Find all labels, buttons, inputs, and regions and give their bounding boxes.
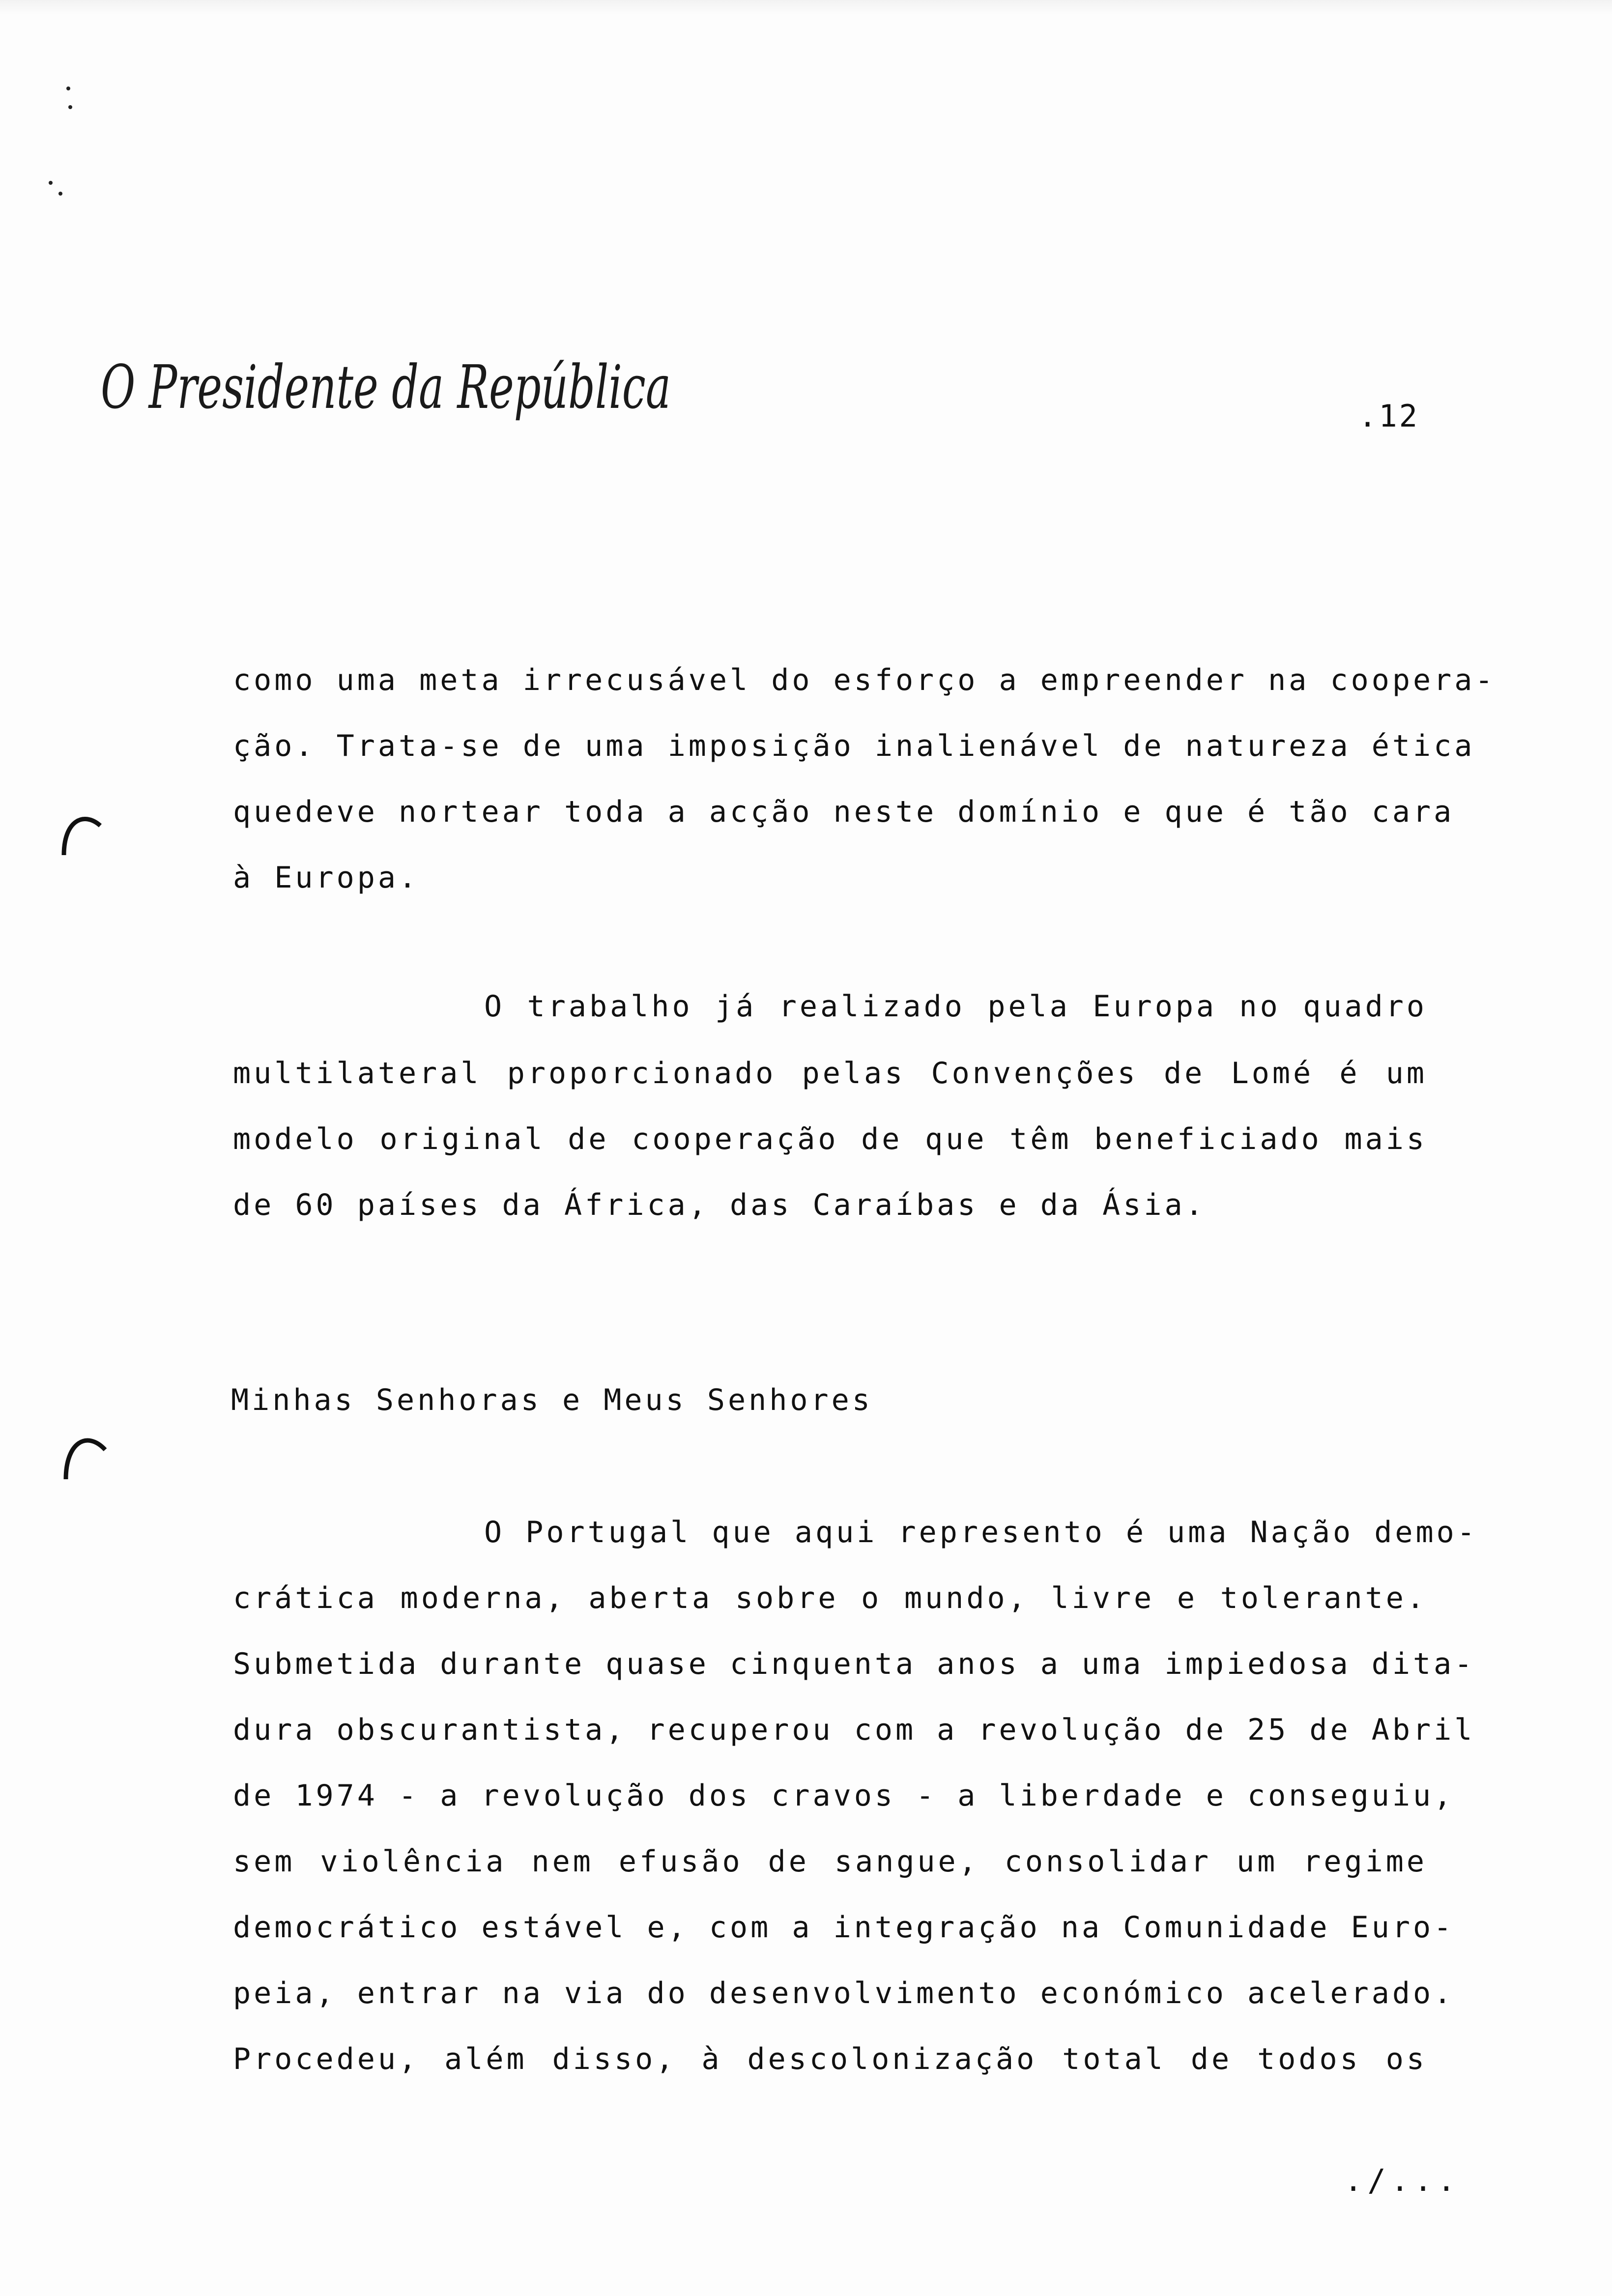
text-line: O Portugal que aqui represento é uma Nação demo- bbox=[484, 1515, 1478, 1550]
text-line: Procedeu, além disso, à descolonização total de todos os bbox=[233, 2042, 1427, 2076]
salutation: Minhas Senhoras e Meus Senhores bbox=[231, 1383, 873, 1417]
scan-edge-shadow bbox=[0, 0, 1612, 15]
page-number: .12 bbox=[1358, 398, 1419, 434]
text-line: O trabalho já realizado pela Europa no quadro bbox=[484, 989, 1427, 1024]
text-line: à Europa. bbox=[233, 861, 420, 895]
letterhead-logo bbox=[101, 344, 676, 442]
text-line: multilateral proporcionado pelas Convenções de Lomé é um bbox=[233, 1056, 1427, 1091]
text-line: como uma meta irrecusável do esforço a empreender na coopera- bbox=[233, 663, 1496, 697]
text-line: ção. Trata-se de uma imposição inalienável de natureza ética bbox=[233, 729, 1475, 763]
text-line: crática moderna, aberta sobre o mundo, livre e tolerante. bbox=[233, 1581, 1427, 1615]
scan-dot-mark bbox=[47, 177, 66, 201]
scan-dot-mark bbox=[61, 84, 76, 113]
text-line: democrático estável e, com a integração na Comunidade Euro- bbox=[233, 1910, 1455, 1945]
text-line: sem violência nem efusão de sangue, consolidar um regime bbox=[233, 1844, 1427, 1879]
text-line: modelo original de cooperação de que têm beneficiado mais bbox=[233, 1122, 1427, 1156]
text-line: dura obscurantista, recuperou com a revolução de 25 de Abril bbox=[233, 1713, 1475, 1747]
text-line: de 60 países da África, das Caraíbas e da Ásia. bbox=[233, 1188, 1206, 1222]
punch-hole-arc bbox=[59, 806, 103, 860]
continuation-mark: ./... bbox=[1344, 2162, 1461, 2198]
text-line: peia, entrar na via do desenvolvimento económico acelerado. bbox=[233, 1976, 1455, 2010]
text-line: Submetida durante quase cinquenta anos a uma impiedosa dita- bbox=[233, 1647, 1475, 1681]
text-line: quedeve nortear toda a acção neste domínio e que é tão cara bbox=[233, 795, 1455, 829]
text-line: de 1974 - a revolução dos cravos - a liberdade e conseguiu, bbox=[233, 1779, 1455, 1813]
letterhead-text: O Presidente da República bbox=[101, 352, 671, 422]
punch-hole-arc bbox=[60, 1425, 109, 1484]
